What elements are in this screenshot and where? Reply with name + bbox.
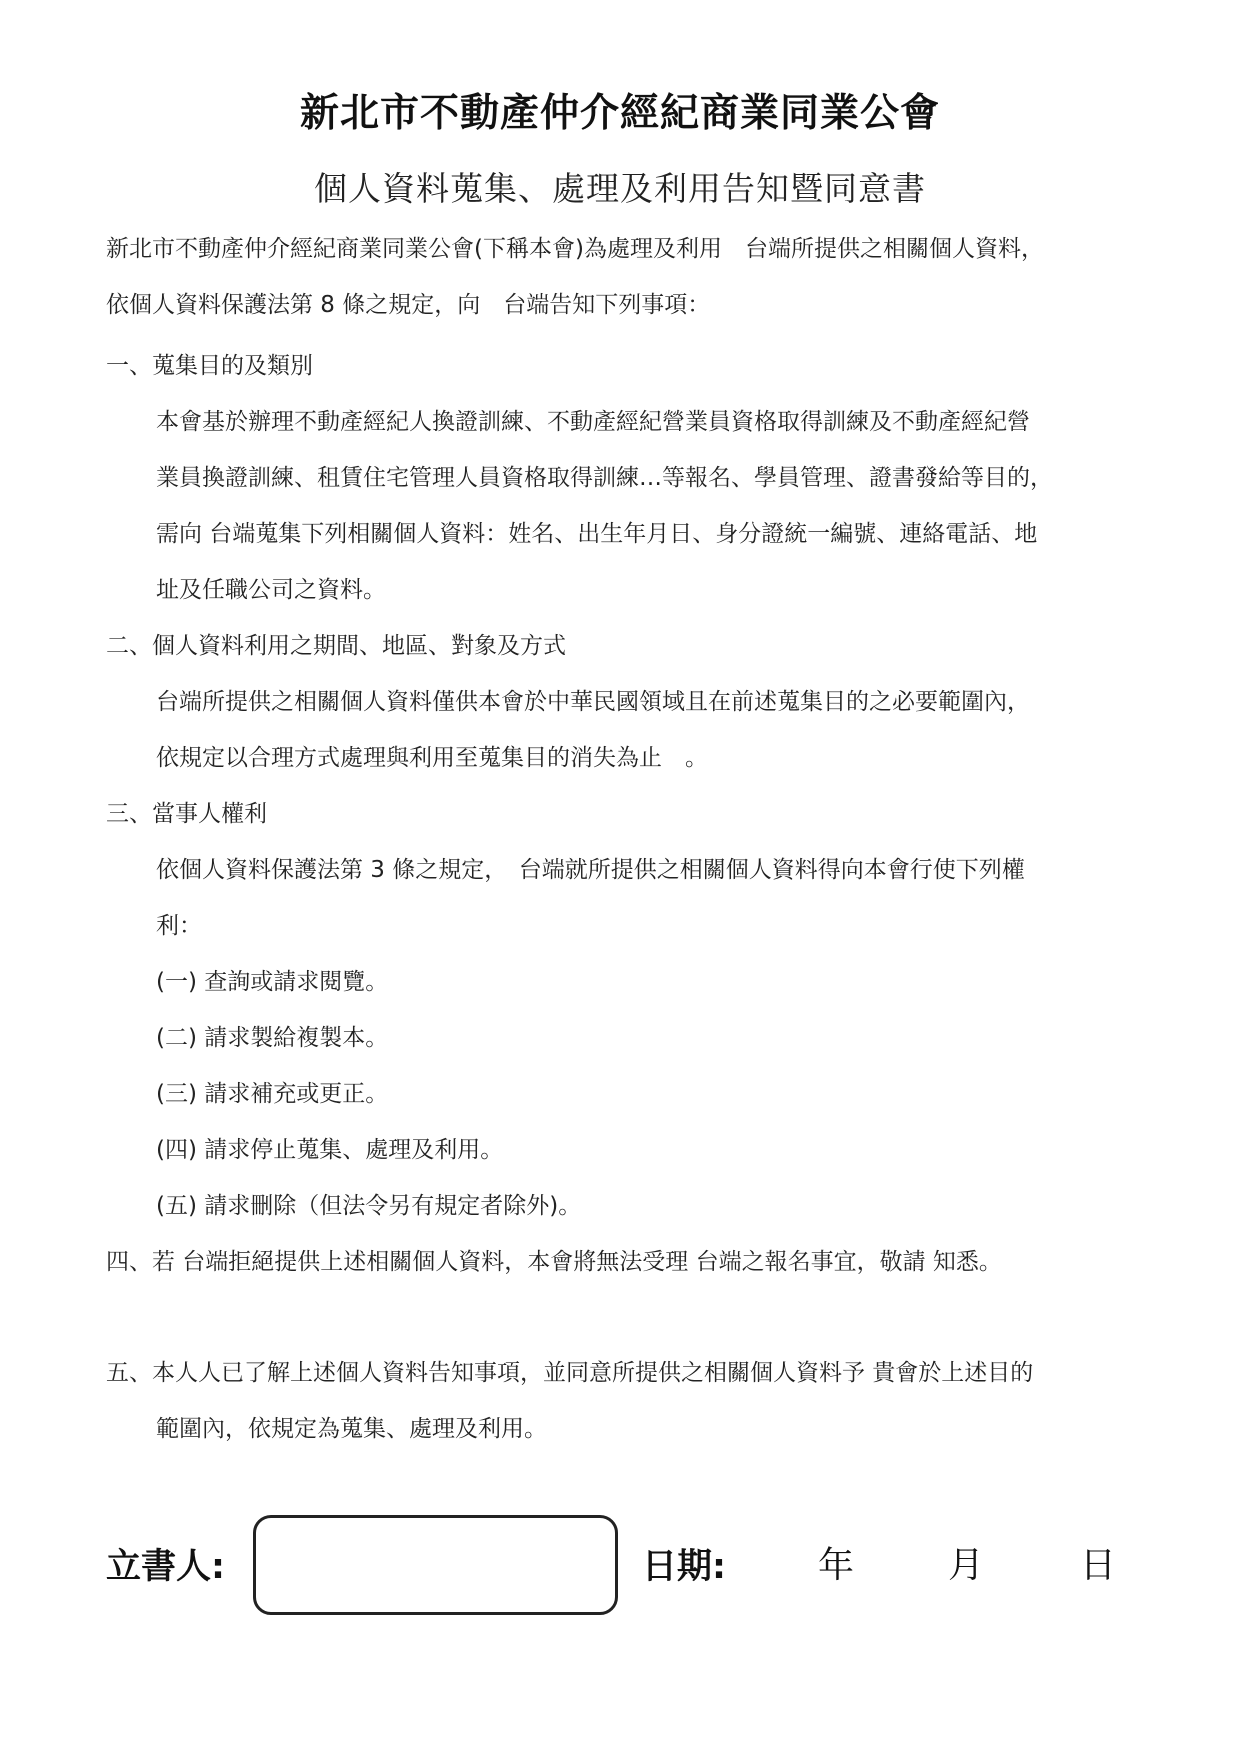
section-heading-rights: 三、當事人權利 — [106, 801, 267, 827]
section1-line: 業員換證訓練、租賃住宅管理人員資格取得訓練…等報名、學員管理、證書發給等目的， — [156, 465, 1053, 491]
section5-line: 五、本人人已了解上述個人資料告知事項，並同意所提供之相關個人資料予 貴會於上述目的 — [106, 1360, 1034, 1386]
intro-line: 新北市不動產仲介經紀商業同業公會(下稱本會)為處理及利用 台端所提供之相關個人資料， — [106, 236, 1044, 262]
rights-list-item: (五) 請求刪除（但法令另有規定者除外)。 — [156, 1193, 582, 1219]
section1-line: 本會基於辦理不動產經紀人換證訓練、不動產經紀營業員資格取得訓練及不動產經紀營 — [156, 409, 1030, 435]
intro-line: 依個人資料保護法第 8 條之規定，向 台端告知下列事項： — [106, 292, 711, 318]
date-month-label: 月 — [948, 1545, 985, 1586]
section5-line: 範圍內，依規定為蒐集、處理及利用。 — [156, 1416, 547, 1442]
section-heading-purpose: 一、蒐集目的及類別 — [106, 353, 313, 379]
date-label: 日期: — [642, 1547, 726, 1587]
document-title: 新北市不動產仲介經紀商業同業公會 — [299, 91, 940, 136]
rights-list-item: (三) 請求補充或更正。 — [156, 1081, 389, 1107]
section1-line: 址及任職公司之資料。 — [156, 577, 386, 603]
document-subtitle: 個人資料蒐集、處理及利用告知暨同意書 — [314, 169, 926, 208]
signer-label: 立書人: — [106, 1547, 225, 1587]
section4-line: 四、若 台端拒絕提供上述相關個人資料，本會將無法受理 台端之報名事宜，敬請 知悉。 — [106, 1249, 1002, 1275]
rights-list-item: (二) 請求製給複製本。 — [156, 1025, 389, 1051]
section2-line: 依規定以合理方式處理與利用至蒐集目的消失為止 。 — [156, 745, 708, 771]
section2-line: 台端所提供之相關個人資料僅供本會於中華民國領域且在前述蒐集目的之必要範圍內， — [156, 689, 1030, 715]
section3-line: 依個人資料保護法第 3 條之規定， 台端就所提供之相關個人資料得向本會行使下列權 — [156, 857, 1025, 883]
section1-line: 需向 台端蒐集下列相關個人資料：姓名、出生年月日、身分證統一編號、連絡電話、地 — [156, 521, 1038, 547]
section-heading-usage: 二、個人資料利用之期間、地區、對象及方式 — [106, 633, 566, 659]
date-year-label: 年 — [818, 1545, 855, 1586]
rights-list-item: (四) 請求停止蒐集、處理及利用。 — [156, 1137, 504, 1163]
signature-row — [0, 1515, 1240, 1615]
date-day-label: 日 — [1080, 1545, 1117, 1586]
signature-field[interactable] — [253, 1515, 618, 1615]
section3-line: 利： — [156, 913, 202, 939]
rights-list-item: (一) 查詢或請求閱覽。 — [156, 969, 389, 995]
